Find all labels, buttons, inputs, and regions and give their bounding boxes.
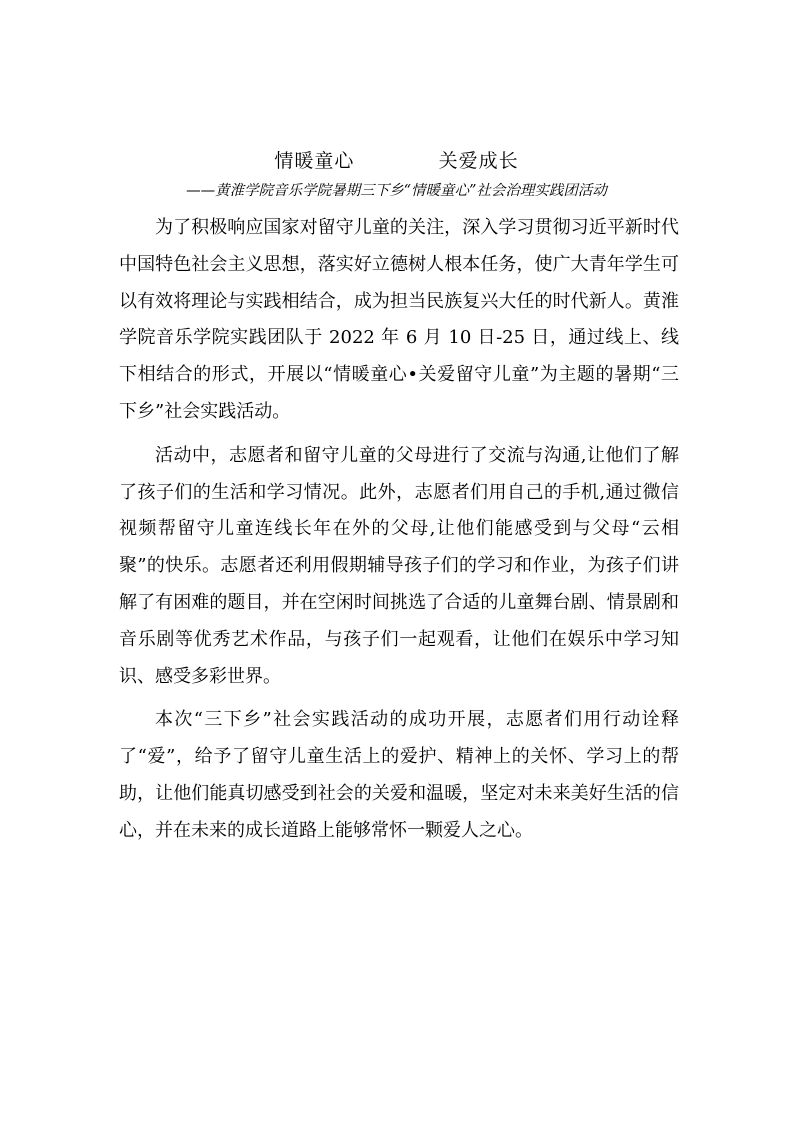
document-body	[119, 210, 679, 850]
document-title: 情暖童心 关爱成长	[274, 150, 519, 172]
paragraph-activities: 活动中，志愿者和留守儿童的父母进行了交流与沟通,让他们了解了孩子们的生活和学习情况。此外，志愿者们用自己的手机,通过微信视频帮留守儿童连线长年在外的父母,让他们能感受到与父母“云相聚”的快乐。志愿者还利用假期辅导孩子们的学习和作业，为孩子们讲解了有困难的题目，并在空闲时间挑选了合适的儿童舞台剧、情景剧和音乐剧等优秀艺术作品，与孩子们一起观看，让他们在娱乐中学习知识、感受多彩世界。	[119, 444, 679, 687]
document-subtitle: ——黄淮学院音乐学院暑期三下乡“情暖童心”社会治理实践团活动	[186, 183, 607, 199]
paragraph-conclusion: 本次“三下乡”社会实践活动的成功开展，志愿者们用行动诠释了“爱”，给予了留守儿童生活上的爱护、精神上的关怀、学习上的帮助，让他们能真切感受到社会的关爱和温暖，坚定对未来美好生活的信心，并在未来的成长道路上能够常怀一颗爱人之心。	[119, 709, 679, 841]
paragraph-intro: 为了积极响应国家对留守儿童的关注，深入学习贯彻习近平新时代中国特色社会主义思想，落实好立德树人根本任务，使广大青年学生可以有效将理论与实践相结合，成为担当民族复兴大任的时代新人。黄淮学院音乐学院实践团队于 2022 年 6 月 10 日-25 日，通过线上、线下相结合的形式，开展以“情暖童心•关爱留守儿童”为主题的暑期“三下乡”社会实践活动。	[119, 217, 679, 422]
